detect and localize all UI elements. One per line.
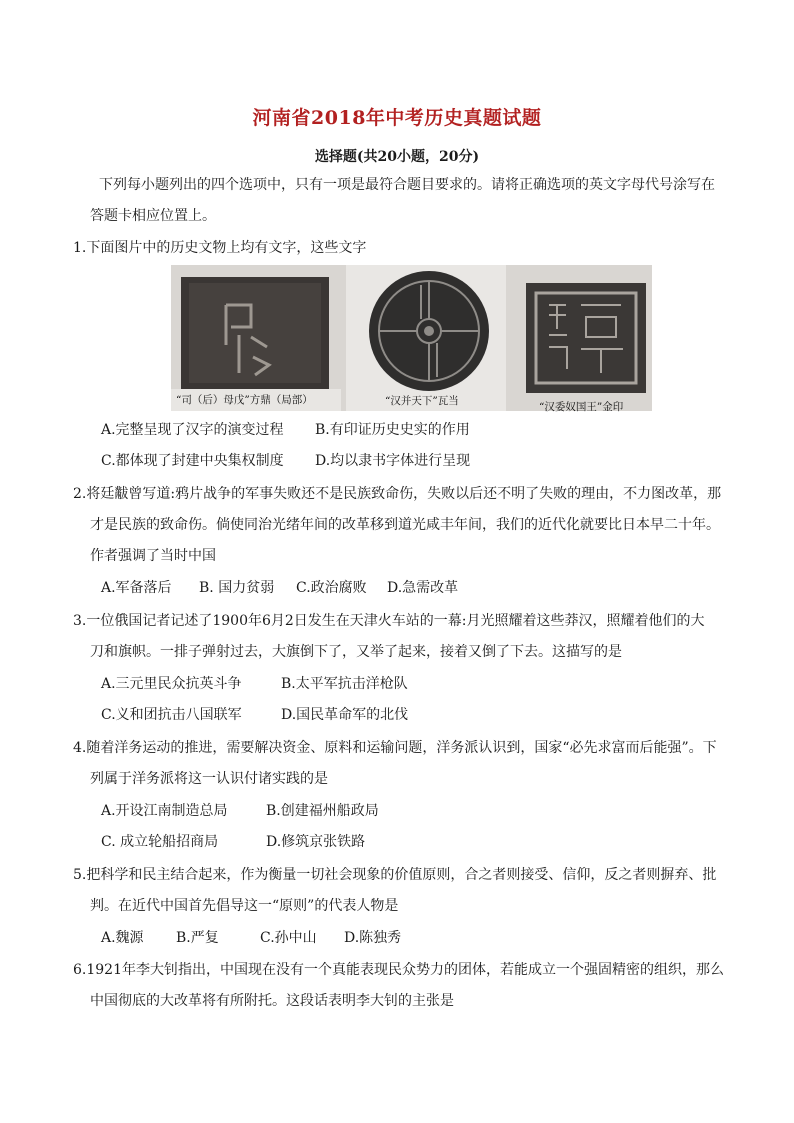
- q5-stem-line-2: 判。在近代中国首先倡导这一“原则”的代表人物是: [90, 898, 399, 914]
- q4-option-b: B.创建福州船政局: [266, 803, 379, 819]
- page-title: 河南省2018年中考历史真题试题: [252, 107, 542, 129]
- q4-option-d: D.修筑京张铁路: [266, 834, 366, 850]
- q6-stem-line-1: 6.1921年李大钊指出，中国现在没有一个真能表现民众势力的团体，若能成立一个强固精密的组织，那么: [73, 962, 724, 978]
- q1-stem: 1.下面图片中的历史文物上均有文字，这些文字: [73, 240, 367, 256]
- q3-option-c: C.义和团抗击八国联军: [101, 707, 242, 723]
- q1-artifact-photos: [171, 265, 652, 411]
- q5-stem-line-1: 5.把科学和民主结合起来，作为衡量一切社会现象的价值原则，合之者则接受、信仰，反之者则摒弃、批: [73, 867, 717, 883]
- q2-option-b: B. 国力贫弱: [199, 580, 275, 596]
- q1-option-a: A.完整呈现了汉字的演变过程: [101, 422, 284, 438]
- instructions-line-2: 答题卡相应位置上。: [90, 208, 216, 224]
- q6-stem-line-2: 中国彻底的大改革将有所附托。这段话表明李大钊的主张是: [90, 993, 454, 1009]
- q5-option-b: B.严复: [176, 930, 219, 946]
- q2-stem-line-2: 才是民族的致命伤。倘使同治光绪年间的改革移到道光咸丰年间，我们的近代化就要比日本早二十年。: [90, 517, 720, 533]
- q5-option-a: A.魏源: [101, 930, 144, 946]
- q4-option-c: C. 成立轮船招商局: [101, 834, 219, 850]
- q4-stem-line-1: 4.随着洋务运动的推进，需要解决资金、原料和运输问题，洋务派认识到，国家“必先求富而后能强”。下: [73, 740, 717, 756]
- section-heading: 选择题(共20小题，20分): [314, 149, 480, 165]
- q5-option-d: D.陈独秀: [344, 930, 402, 946]
- q4-stem-line-2: 列属于洋务派将这一认识付诸实践的是: [90, 771, 328, 787]
- q2-option-a: A.军备落后: [101, 580, 172, 596]
- q3-option-a: A.三元里民众抗英斗争: [101, 676, 242, 692]
- caption-gold-seal: “汉委奴国王”金印: [539, 401, 624, 413]
- q5-option-c: C.孙中山: [260, 930, 317, 946]
- q3-option-b: B.太平军抗击洋枪队: [281, 676, 408, 692]
- q2-option-c: C.政治腐败: [296, 580, 367, 596]
- instructions-line-1: 下列每小题列出的四个选项中，只有一项是最符合题目要求的。请将正确选项的英文字母代号涂写在: [99, 177, 715, 193]
- q1-option-c: C.都体现了封建中央集权制度: [101, 453, 284, 469]
- q3-stem-line-1: 3.一位俄国记者记述了1900年6月2日发生在天津火车站的一幕:月光照耀着这些莽汉，照耀着他们的大: [73, 613, 705, 629]
- q2-stem-line-1: 2.将廷黻曾写道:鸦片战争的军事失败还不是民族致命伤，失败以后还不明了失败的理由，不力图改革，那: [73, 486, 722, 502]
- q4-option-a: A.开设江南制造总局: [101, 803, 228, 819]
- q3-option-d: D.国民革命军的北伐: [281, 707, 409, 723]
- caption-wadang: “汉并天下”瓦当: [385, 395, 459, 407]
- q1-option-d: D.均以隶书字体进行呈现: [315, 453, 471, 469]
- q2-stem-line-3: 作者强调了当时中国: [90, 548, 216, 564]
- q1-option-b: B.有印证历史史实的作用: [315, 422, 470, 438]
- artifact-photos-image: [171, 265, 652, 411]
- caption-ding: “司（后）母戊”方鼎（局部）: [176, 394, 313, 406]
- q3-stem-line-2: 刀和旗帜。一排子弹射过去，大旗倒下了，又举了起来，接着又倒了下去。这描写的是: [90, 644, 622, 660]
- q2-option-d: D.急需改革: [387, 580, 459, 596]
